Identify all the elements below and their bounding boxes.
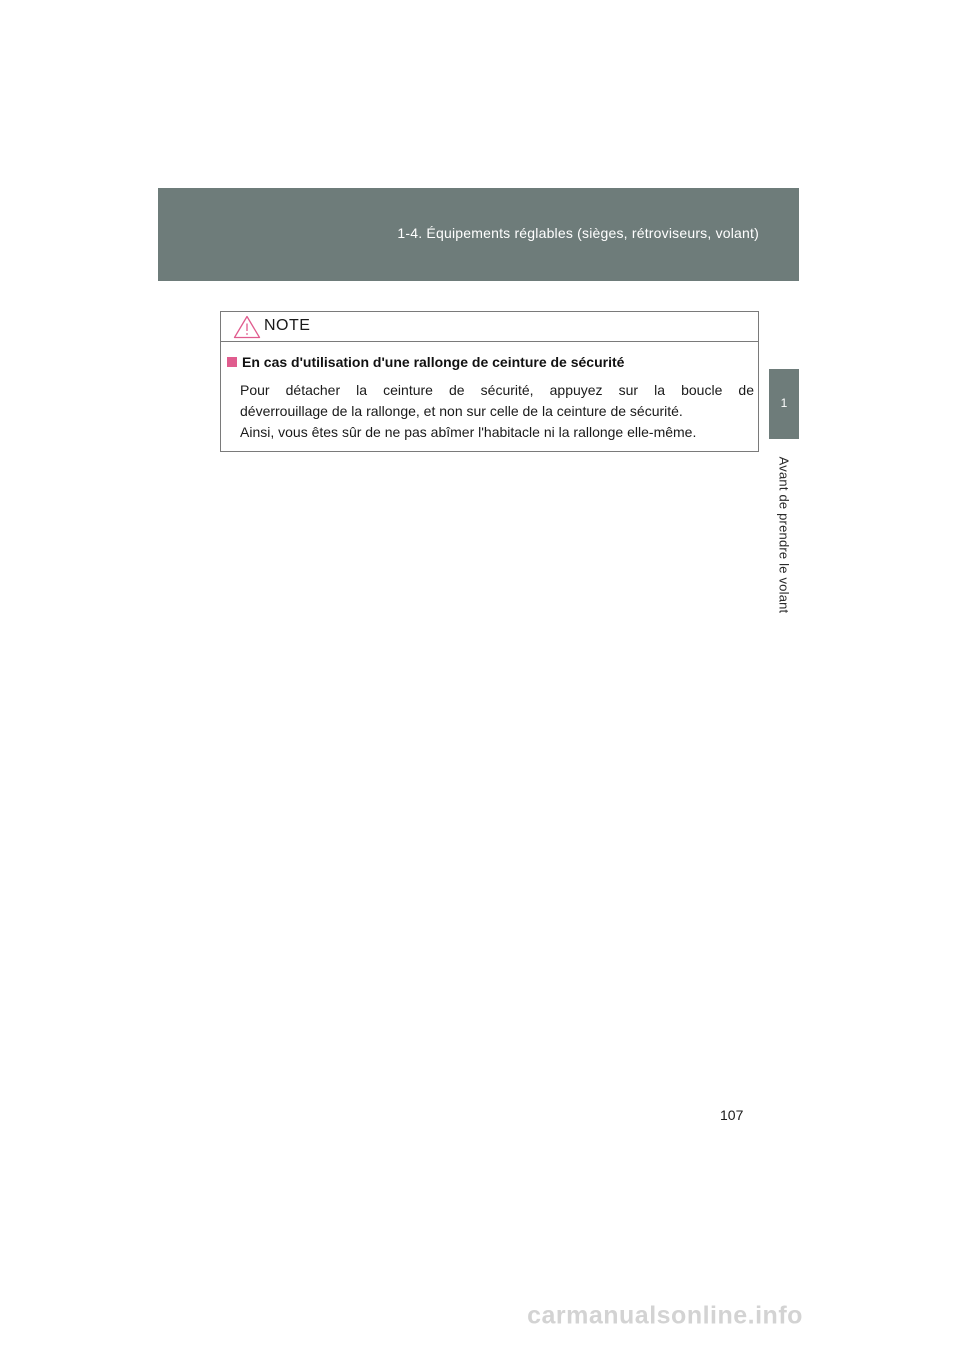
note-subheading-text: En cas d'utilisation d'une rallonge de ceinture de sécurité [242, 354, 625, 370]
note-line: Pour détacher la ceinture de sécurité, appuyez sur la boucle de [240, 382, 754, 398]
section-title: 1-4. Équipements réglables (sièges, rétroviseurs, volant) [397, 225, 759, 241]
note-title: NOTE [264, 317, 311, 334]
watermark: carmanualsonline.info [527, 1301, 803, 1330]
chapter-number: 1 [780, 396, 788, 410]
note-body [240, 380, 754, 443]
note-line: déverrouillage de la rallonge, et non sur celle de la ceinture de sécurité. [240, 403, 683, 419]
note-line: Ainsi, vous êtes sûr de ne pas abîmer l'habitacle ni la rallonge elle-même. [240, 424, 697, 440]
note-header [221, 312, 758, 342]
warning-triangle-icon [233, 315, 261, 339]
bullet-square-icon [227, 357, 237, 367]
chapter-tab [769, 369, 799, 439]
note-subheading [227, 354, 624, 370]
page-number: 107 [720, 1107, 744, 1123]
note-box [220, 311, 759, 452]
section-header-band [158, 188, 799, 281]
chapter-label: Avant de prendre le volant [776, 456, 792, 614]
